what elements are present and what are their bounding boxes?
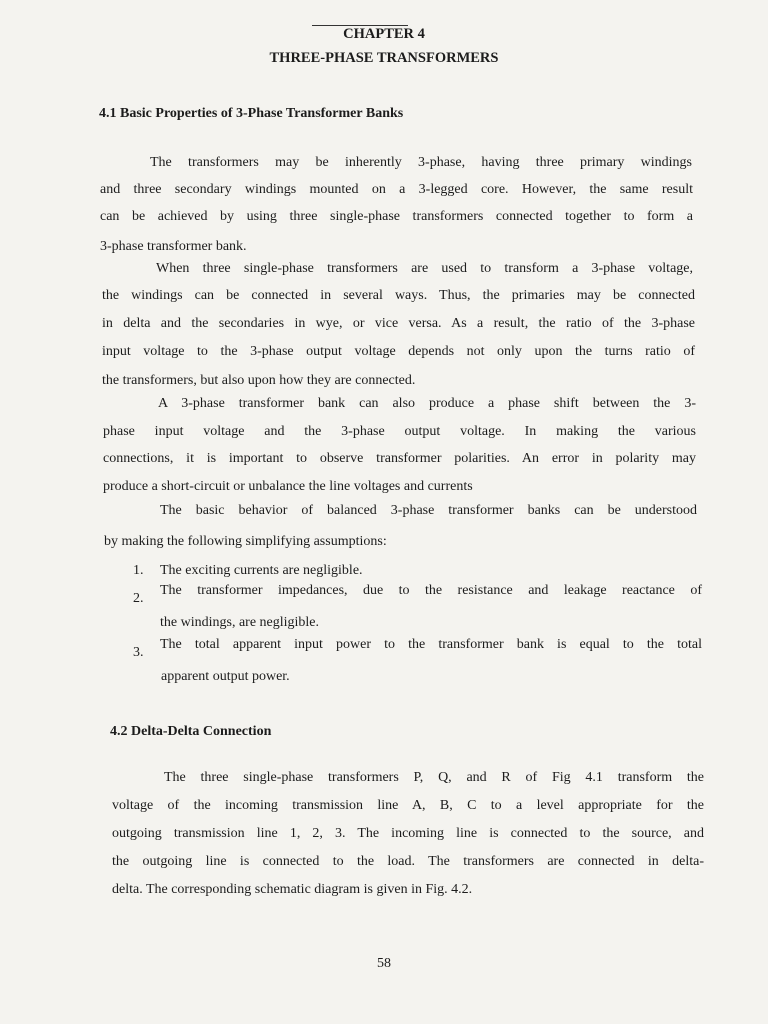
paragraph-line: phase input voltage and the 3-phase output voltage. In making the various (103, 424, 696, 439)
paragraph-line: can be achieved by using three single-phase transformers connected together to form a (100, 209, 693, 224)
list-number: 2. (133, 591, 144, 606)
paragraph-line: in delta and the secondaries in wye, or vice versa. As a result, the ratio of the 3-phase (102, 316, 695, 331)
paragraph-line: by making the following simplifying assumptions: (104, 534, 387, 549)
list-item: The exciting currents are negligible. (160, 563, 363, 578)
list-item: apparent output power. (161, 669, 290, 684)
paragraph-line: The basic behavior of balanced 3-phase transformer banks can be understood (160, 503, 697, 518)
section-heading-4-2: 4.2 Delta-Delta Connection (110, 724, 272, 739)
chapter-label: CHAPTER 4 (343, 26, 425, 42)
list-number: 3. (133, 645, 144, 660)
paragraph-line: produce a short-circuit or unbalance the line voltages and currents (103, 479, 473, 494)
list-item: the windings, are negligible. (160, 615, 320, 630)
chapter-title: THREE-PHASE TRANSFORMERS (269, 50, 499, 66)
section-heading-4-1: 4.1 Basic Properties of 3-Phase Transformer Banks (99, 106, 404, 121)
paragraph-line: the transformers, but also upon how they are connected. (102, 373, 416, 388)
paragraph-line: the outgoing line is connected to the load. The transformers are connected in delta- (112, 854, 704, 869)
paragraph-line: outgoing transmission line 1, 2, 3. The incoming line is connected to the source, and (112, 826, 704, 841)
paragraph-line: and three secondary windings mounted on a 3-legged core. However, the same result (100, 182, 693, 197)
paragraph-line: A 3-phase transformer bank can also produce a phase shift between the 3- (158, 396, 696, 411)
paragraph-line: The transformers may be inherently 3-phase, having three primary windings (150, 155, 692, 170)
paragraph-line: the windings can be connected in several ways. Thus, the primaries may be connected (102, 288, 695, 303)
page-number: 58 (377, 956, 391, 971)
list-item: The transformer impedances, due to the resistance and leakage reactance of (160, 583, 702, 598)
paragraph-line: 3-phase transformer bank. (100, 239, 247, 254)
paragraph-line: input voltage to the 3-phase output voltage depends not only upon the turns ratio of (102, 344, 695, 359)
paragraph-line: delta. The corresponding schematic diagram is given in Fig. 4.2. (112, 882, 473, 897)
paragraph-line: voltage of the incoming transmission line A, B, C to a level appropriate for the (112, 798, 704, 813)
list-number: 1. (133, 563, 144, 578)
paragraph-line: When three single-phase transformers are used to transform a 3-phase voltage, (156, 261, 693, 276)
list-item: The total apparent input power to the transformer bank is equal to the total (160, 637, 702, 652)
paragraph-line: connections, it is important to observe transformer polarities. An error in polarity may (103, 451, 696, 466)
paragraph-line: The three single-phase transformers P, Q, and R of Fig 4.1 transform the (164, 770, 704, 785)
